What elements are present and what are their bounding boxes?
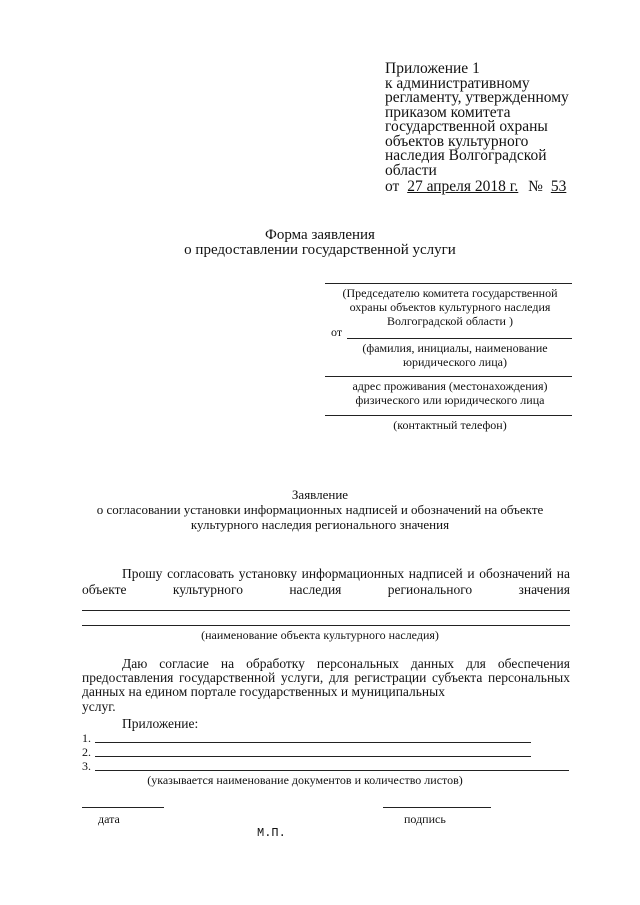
request-word: регионального [387, 582, 473, 597]
statement-title: Заявление [291, 487, 349, 502]
appendix-number-sign: № [528, 178, 543, 195]
addressee-top-line [325, 283, 572, 284]
stamp-placeholder: М.П. [257, 826, 286, 840]
addressee-block [325, 286, 575, 328]
appendix-line: регламенту, утвержденному [385, 89, 569, 106]
object-name-hint: (наименование объекта культурного наследия) [201, 628, 439, 642]
form-title [160, 228, 480, 258]
name-hint-line1: (фамилия, инициалы, наименование [362, 341, 548, 355]
request-line2 [82, 582, 570, 598]
attachment-item-line [95, 742, 531, 743]
attachment-item-number: 1. [82, 731, 91, 745]
attachment-item-line [95, 770, 569, 771]
appendix-block [385, 62, 569, 195]
form-title-line2: о предоставлении государственной услуги [184, 242, 456, 258]
appendix-line: области [385, 161, 437, 179]
statement-subtitle1: о согласовании установки информационных надписей и обозначений на объекте [96, 502, 544, 517]
applicant-name-line [347, 338, 572, 339]
consent-line1: Даю согласие на обработку персональных данных для обеспечения [122, 656, 570, 671]
appendix-line: приказом комитета [385, 103, 511, 121]
form-title-line1: Форма заявления [265, 227, 375, 243]
request-word: культурного [172, 582, 243, 597]
address-hint [325, 379, 575, 407]
appendix-line: наследия Волгоградской [385, 147, 547, 164]
object-name-line2 [82, 625, 570, 626]
consent-line4: услуг. [82, 699, 116, 714]
appendix-line: государственной охраны [385, 118, 548, 135]
attachments-label: Приложение: [122, 716, 199, 731]
request-line1: Прошу согласовать установку информационных надписей и обозначений на [122, 566, 570, 581]
statement-subtitle2: культурного наследия регионального значения [190, 517, 450, 532]
request-word: значения [518, 582, 570, 597]
addressee-from-label: от [331, 325, 343, 339]
request-word: объекте [82, 582, 127, 597]
object-name-line1 [82, 610, 570, 611]
appendix-line: объектов культурного [385, 132, 529, 150]
addressee-line1: (Председателю комитета государственной [342, 286, 558, 300]
consent-line2: предоставления государственной услуги, для регистрации субъекта персональных [82, 670, 570, 685]
phone-line [325, 415, 572, 416]
name-hint-line2: юридического лица) [403, 355, 507, 369]
appendix-date-line [385, 180, 569, 195]
appendix-line: Приложение 1 [385, 60, 480, 77]
statement-heading [60, 487, 580, 532]
date-line [82, 807, 164, 808]
attachment-item-number: 2. [82, 745, 91, 759]
appendix-date-prefix: от [385, 178, 400, 195]
address-hint-line2: физического или юридического лица [355, 393, 545, 407]
addressee-line3: Волгоградской области ) [387, 314, 513, 328]
appendix-date: 27 апреля 2018 г. [407, 178, 519, 195]
signature-label: подпись [404, 812, 446, 826]
consent-line3: данных на едином портале государственных и муниципальных [82, 684, 445, 699]
address-hint-line1: адрес проживания (местонахождения) [352, 379, 548, 393]
appendix-number: 53 [550, 178, 567, 195]
date-label: дата [98, 812, 120, 826]
request-word: наследия [289, 582, 342, 597]
phone-hint: (контактный телефон) [393, 418, 507, 432]
signature-line [383, 807, 491, 808]
applicant-name-hint [340, 341, 570, 369]
addressee-line2: охраны объектов культурного наследия [349, 300, 551, 314]
address-line [325, 376, 572, 377]
attachment-item-line [95, 756, 531, 757]
attachment-item-number: 3. [82, 759, 91, 773]
appendix-line: к административному [385, 74, 530, 92]
attachments-hint: (указывается наименование документов и количество листов) [147, 773, 463, 787]
